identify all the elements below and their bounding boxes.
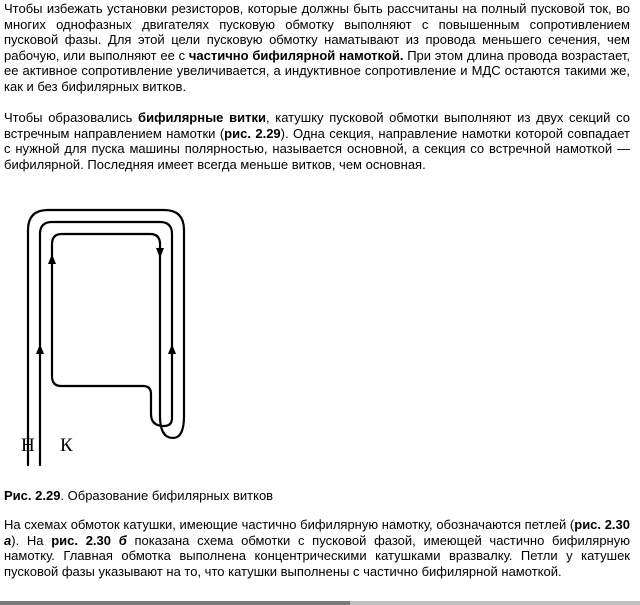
paragraph-starting-winding (4, 1, 630, 94)
paragraph-text: , катушку пусковой обмотки выполняют из двух секций со встречным направлением намотки ( (4, 110, 630, 141)
figure-letter: а (4, 532, 12, 548)
paragraph-text: показана схема обмотки с пусковой фазой, имеющей частично бифилярную намотку. Главная обмотка выполнена концентрическими катушками вразвалку. Петли у катушек пусковой фазы указывают на то, что катушки выполнены с частично бифилярной намоткой. (4, 532, 630, 579)
label-start-n: Н (21, 435, 35, 456)
scrollbar-thumb[interactable] (0, 601, 350, 605)
paragraph-text: Чтобы избежать установки резисторов, которые должны быть рассчитаны на полный пусковой ток, во многих однофазных двигателях пусковую обмотку выполняют с повышенным сопротивлением пусковой фазы. Для этой цели пусковую обмотку наматывают из провода меньшего сечения, чем рабочую, или выполняют ее с (4, 1, 630, 63)
figure-reference: рис. 2.29 (224, 125, 281, 141)
bold-term: бифилярные витки (138, 110, 266, 125)
paragraph-text: ). Одна секция, направление намотки которой совпадает с нужной для пуска машины полярностью, называется основной, а секция со встречной намоткой — бифилярной. Последняя имеет всегда меньше витков, чем основная. (4, 125, 630, 172)
figure-reference: рис. 2.30 а (4, 517, 630, 548)
paragraph-text: На схемах обмоток катушки, имеющие частично бифилярную намотку, обозначаются петлей ( (4, 517, 575, 532)
paragraph-text: ). На (11, 532, 52, 548)
figure-reference: Рис. 2.29 (4, 488, 61, 503)
paragraph-winding-schemes (4, 517, 630, 579)
arrow-up-icon (168, 344, 176, 354)
arrow-down-icon (156, 248, 164, 258)
paragraph-text: При этом длина провода возрастает, ее активное сопротивление увеличивается, а индуктивное сопротивление и МДС остаются такими же, как и без бифилярных витков. (4, 47, 631, 94)
caption-text: . Образование бифилярных витков (60, 488, 274, 503)
bold-term: частично бифилярной намоткой. (188, 47, 404, 63)
paragraph-text: Чтобы образовались (4, 110, 139, 125)
figure-letter: б (118, 532, 127, 548)
arrow-up-icon (48, 254, 56, 264)
figure-caption (4, 488, 273, 504)
label-end-k: К (60, 435, 73, 456)
arrow-up-icon (36, 344, 44, 354)
bifilar-coil-diagram (10, 200, 190, 470)
figure-reference: рис. 2.30 б (51, 532, 127, 548)
paragraph-bifilar-turns (4, 110, 630, 172)
